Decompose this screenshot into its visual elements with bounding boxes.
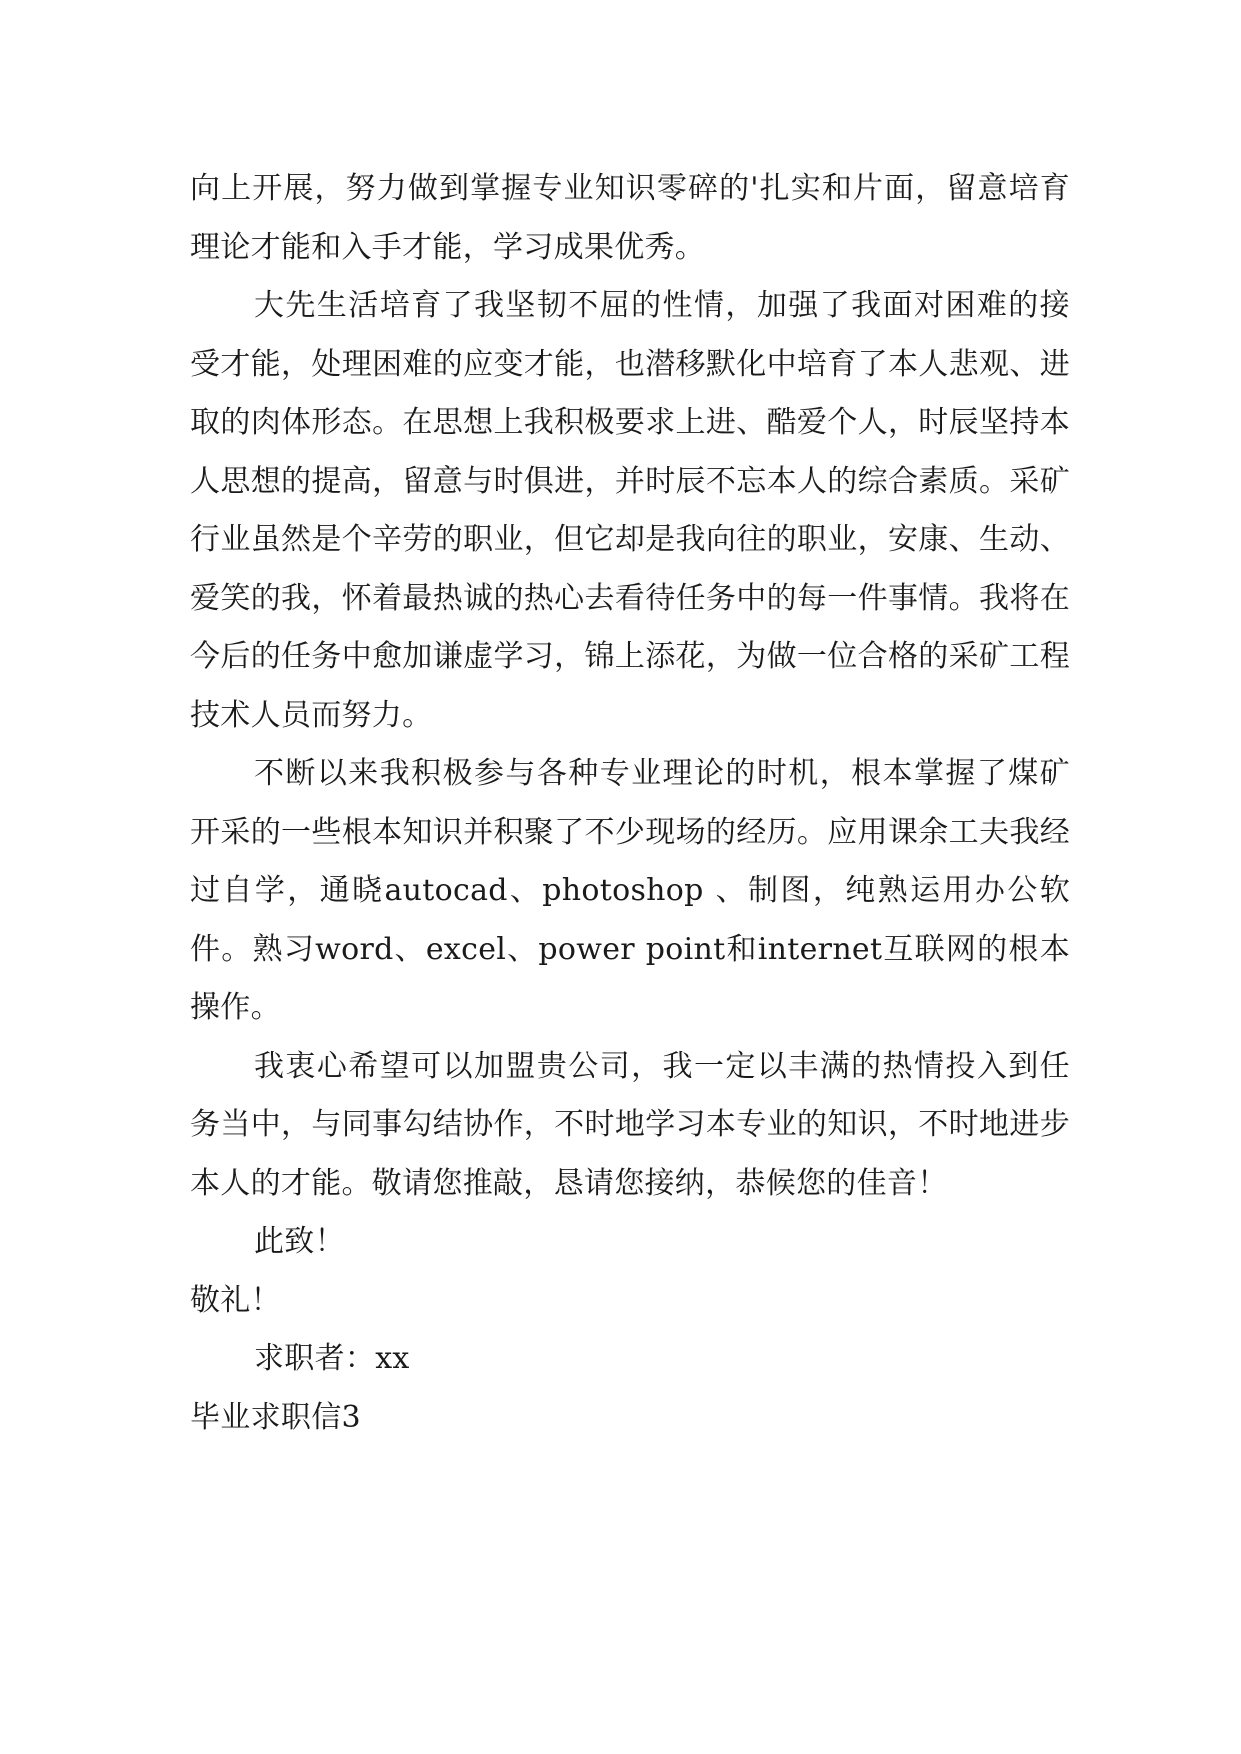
paragraph-college-life: 大先生活培育了我坚韧不屈的性情，加强了我面对困难的接受才能，处理困难的应变才能，也潜移默化中培育了本人悲观、进取的肉体形态。在思想上我积极要求上进、酷爱个人，时辰坚持本人思想的提高，留意与时俱进，并时辰不忘本人的综合素质。采矿行业虽然是个辛劳的职业，但它却是我向往的职业，安康、生动、爱笑的我，怀着最热诚的热心去看待任务中的每一件事情。我将在今后的任务中愈加谦虚学习，锦上添花，为做一位合格的采矿工程技术人员而努力。: [190, 288, 1070, 733]
paragraph-study-results: 向上开展，努力做到掌握专业知识零碎的'扎实和片面，留意培育理论才能和入手才能，学习成果优秀。: [190, 171, 1070, 265]
salutation-jingli: 敬礼！: [190, 1282, 281, 1318]
salutation-cizhi: 此致！: [254, 1224, 345, 1259]
signature-applicant: 求职者：xx: [254, 1341, 410, 1376]
paragraph-closing-request: 我衷心希望可以加盟贵公司，我一定以丰满的热情投入到任务当中，与同事勾结协作，不时地学习本专业的知识，不时地进步本人的才能。敬请您推敲，恳请您接纳，恭候您的佳音！: [190, 1048, 1070, 1201]
section-heading: 毕业求职信3: [190, 1399, 361, 1435]
document-body: [190, 160, 1070, 1447]
paragraph-skills: 不断以来我积极参与各种专业理论的时机，根本掌握了煤矿开采的一些根本知识并积聚了不少现场的经历。应用课余工夫我经过自学，通晓autocad、photoshop 、制图，纯熟运用办公软件。熟习word、excel、power point和internet互联网的根本操作。: [190, 756, 1070, 1025]
